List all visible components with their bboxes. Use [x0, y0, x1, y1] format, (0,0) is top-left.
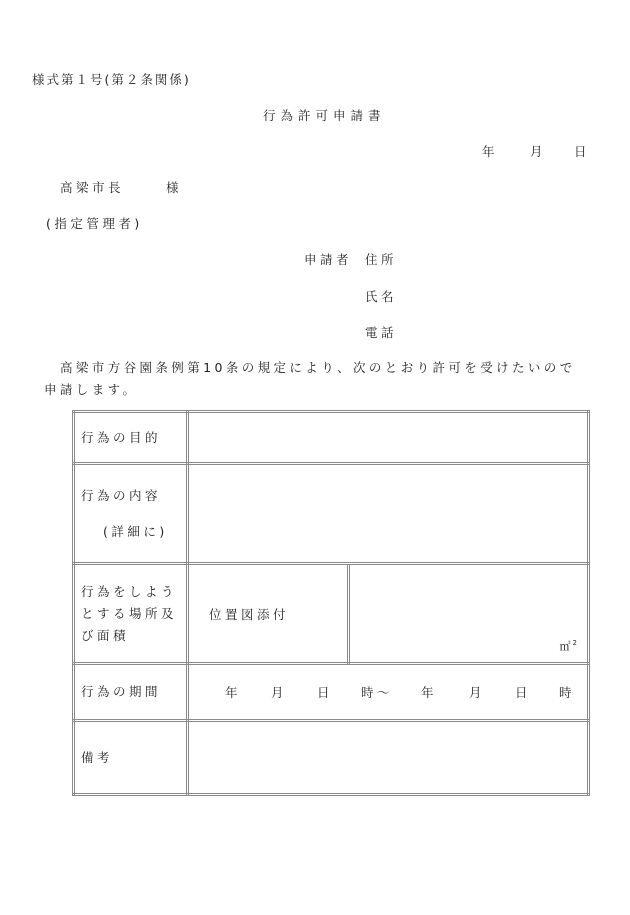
- period-start-month: 月: [271, 685, 288, 700]
- applicant-label: 申請者: [304, 252, 353, 267]
- application-table: [72, 410, 590, 796]
- period-label: 行為の期間: [74, 664, 188, 721]
- application-statement: 高梁市方谷園条例第10条の規定により、次のとおり許可を受けたいので申請します。: [44, 360, 576, 397]
- purpose-field[interactable]: [188, 412, 589, 464]
- content-label: 行為の内容: [81, 487, 162, 503]
- remarks-field[interactable]: [188, 721, 589, 795]
- area-unit: [560, 638, 577, 654]
- designated-manager: (指定管理者): [46, 216, 143, 231]
- phone-label: 電話: [365, 325, 398, 340]
- table-row: [74, 464, 589, 564]
- period-end-month: 月: [469, 685, 486, 700]
- name-label: 氏名: [365, 289, 398, 304]
- table-row: [74, 564, 589, 664]
- area-unit-exponent: 2: [572, 639, 577, 648]
- place-label: 行為をしようとする場所及び面積: [74, 564, 188, 664]
- period-end-hour: 時: [559, 685, 576, 700]
- date-day: 日: [574, 144, 591, 159]
- location-map-attached: 位置図添付: [188, 564, 349, 664]
- period-start-year: 年: [225, 685, 242, 700]
- period-end-year: 年: [421, 685, 438, 700]
- content-sub-label: (詳細に): [103, 523, 168, 539]
- area-unit-symbol: ㎡: [559, 640, 571, 653]
- period-start-hour: 時～: [361, 685, 394, 700]
- table-row: [74, 721, 589, 795]
- address-label: 住所: [365, 252, 398, 267]
- content-field[interactable]: [188, 464, 589, 564]
- purpose-label: 行為の目的: [74, 412, 188, 464]
- form-number: 様式第１号(第２条関係): [32, 72, 191, 87]
- table-row: [74, 412, 589, 464]
- area-field[interactable]: [349, 564, 589, 664]
- table-row: [74, 664, 589, 721]
- date-year: 年: [482, 144, 499, 159]
- addressee-name: 高梁市長: [60, 180, 125, 195]
- period-start-day: 日: [317, 685, 334, 700]
- addressee-honorific: 様: [166, 180, 183, 195]
- document-title: 行為許可申請書: [263, 108, 386, 123]
- period-field[interactable]: [188, 664, 589, 721]
- period-end-day: 日: [515, 685, 532, 700]
- remarks-label: 備考: [74, 721, 188, 795]
- content-label-cell: [74, 464, 188, 564]
- date-month: 月: [530, 144, 547, 159]
